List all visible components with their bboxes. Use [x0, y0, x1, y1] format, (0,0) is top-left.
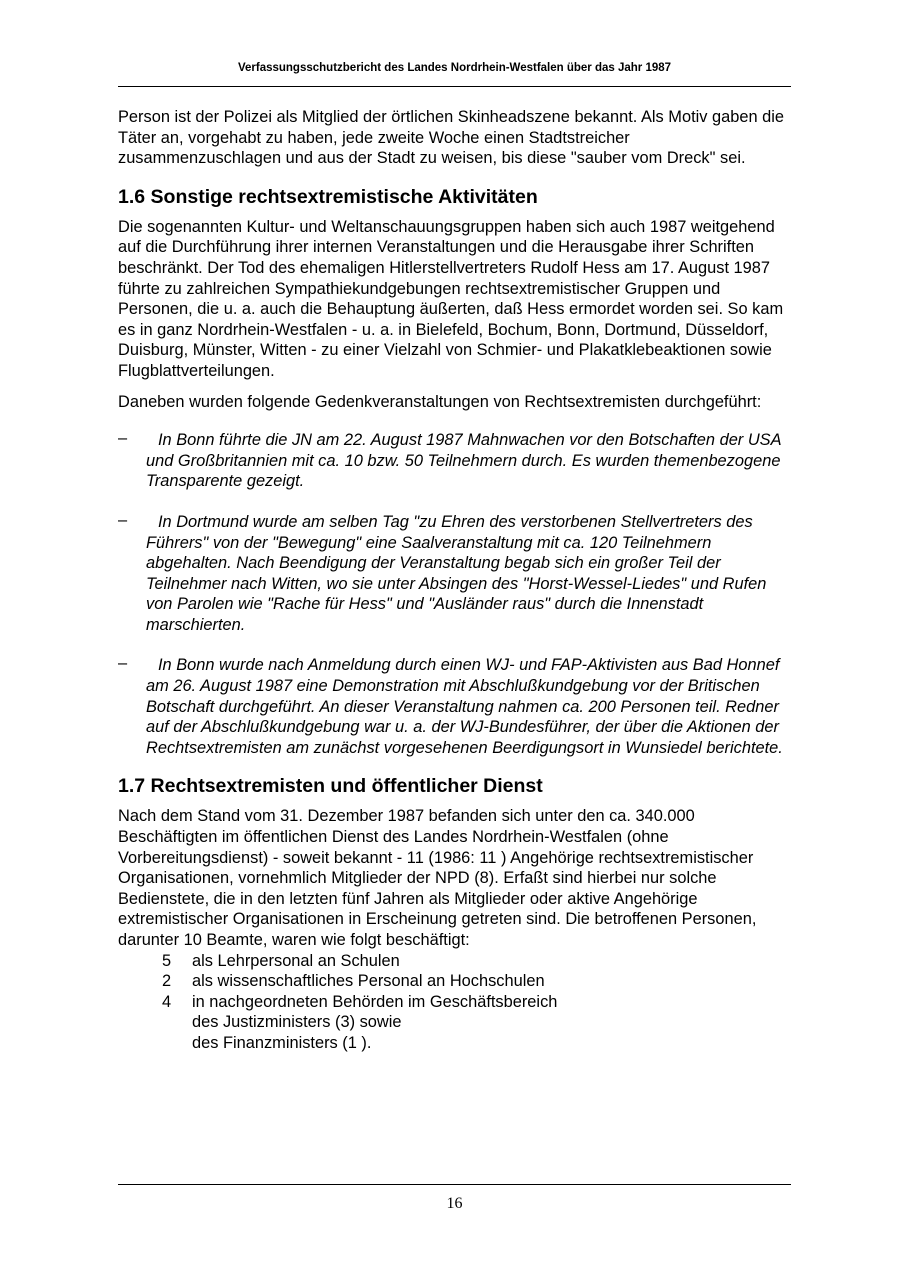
- employment-list: [162, 951, 790, 1054]
- section-heading-1-6: 1.6 Sonstige rechtsextremistische Aktivitäten: [118, 185, 538, 208]
- list-count: 2: [162, 972, 172, 991]
- footer-rule: [118, 1184, 791, 1185]
- page-content: [118, 107, 790, 1054]
- intro-paragraph: Person ist der Polizei als Mitglied der örtlichen Skinheadszene bekannt. Als Motiv gaben die Täter an, vorgehabt zu haben, jede zweite Woche einen Stadtstreicher zusammenzuschlagen und aus der Stadt zu weisen, bis diese "sauber vom Dreck" sei.: [118, 108, 785, 168]
- list-text: in nachgeordneten Behörden im Geschäftsbereich: [192, 992, 558, 1011]
- dash-marker: –: [118, 510, 128, 529]
- section-1-7-paragraph: Nach dem Stand vom 31. Dezember 1987 befanden sich unter den ca. 340.000 Beschäftigten im öffentlichen Dienst des Landes Nordrhein-Westfalen (ohne Vorbereitungsdienst) - soweit bekannt - 11 (1986: 11 ) Angehörige rechtsextremistischer Organisationen, vornehmlich Mitglieder der NPD (8). Erfaßt sind hierbei nur solche Bedienstete, die in den letzten fünf Jahren als Mitglieder oder aktive Angehörige extremistischer Organisationen in Erscheinung getreten sind. Die betroffenen Personen, darunter 10 Beamte, waren wie folgt beschäftigt:: [118, 807, 757, 949]
- header-rule: [118, 86, 791, 87]
- bullet-text: In Bonn führte die JN am 22. August 1987 Mahnwachen vor den Botschaften der USA und Großbritannien mit ca. 10 bzw. 50 Teilnehmern durch. Es wurden themenbezogene Transparente gezeigt.: [146, 431, 781, 491]
- list-text: als Lehrpersonal an Schulen: [192, 951, 400, 970]
- page-number: 16: [446, 1195, 463, 1212]
- list-sub-line: des Justizministers (3) sowie: [192, 1013, 402, 1032]
- dash-marker: –: [118, 429, 128, 448]
- list-count: 5: [162, 951, 172, 970]
- bullet-item: [118, 655, 790, 758]
- bullet-text: In Dortmund wurde am selben Tag "zu Ehren des verstorbenen Stellvertreters des Führers" von der "Bewegung" eine Saalveranstaltung mit ca. 120 Teilnehmern abgehalten. Nach Beendigung der Veranstaltung begab sich ein großer Teil der Teilnehmer nach Witten, wo sie unter Absingen des "Horst-Wessel-Liedes" und Rufen von Parolen wie "Rache für Hess" und "Ausländer raus" durch die Innenstadt marschierten.: [146, 512, 767, 634]
- list-count: 4: [162, 992, 172, 1011]
- list-item: [162, 951, 790, 972]
- bullet-item: [118, 512, 790, 636]
- running-header: Verfassungsschutzbericht des Landes Nordrhein-Westfalen über das Jahr 1987: [237, 62, 672, 74]
- section-1-6-paragraph-1: Die sogenannten Kultur- und Weltanschauungsgruppen haben sich auch 1987 weitgehend auf die Durchführung ihrer internen Veranstaltungen und die Herausgabe ihrer Schriften beschränkt. Der Tod des ehemaligen Hitlerstellvertreters Rudolf Hess am 17. August 1987 führte zu zahlreichen Sympathiekundgebungen rechtsextremistischer Gruppen und Personen, die u. a. auch die Behauptung äußerten, daß Hess ermordet worden sei. So kam es in ganz Nordrhein-Westfalen - u. a. in Bielefeld, Bochum, Bonn, Dortmund, Düsseldorf, Duisburg, Münster, Witten - zu einer Vielzahl von Schmier- und Plakatklebeaktionen sowie Flugblattverteilungen.: [118, 217, 784, 380]
- list-item: [162, 992, 790, 1013]
- bullet-text: In Bonn wurde nach Anmeldung durch einen WJ- und FAP-Aktivisten aus Bad Honnef am 26. August 1987 eine Demonstration mit Abschlußkundgebung vor der Britischen Botschaft durchgeführt. An dieser Veranstaltung nahmen ca. 200 Personen teil. Redner auf der Abschlußkundgebung war u. a. der WJ-Bundesführer, der über die Aktionen der Rechtsextremisten am zunächst vorgesehenen Beerdigungsort in Wunsiedel berichtete.: [146, 656, 783, 757]
- list-sub-line: des Finanzministers (1 ).: [192, 1033, 372, 1052]
- section-1-6-paragraph-2: Daneben wurden folgende Gedenkveranstaltungen von Rechtsextremisten durchgeführt:: [118, 392, 762, 411]
- bullet-item: [118, 430, 790, 492]
- list-text: als wissenschaftliches Personal an Hochschulen: [192, 972, 545, 991]
- section-heading-1-7: 1.7 Rechtsextremisten und öffentlicher Dienst: [118, 775, 543, 798]
- dash-marker: –: [118, 654, 128, 673]
- list-item: [162, 971, 790, 992]
